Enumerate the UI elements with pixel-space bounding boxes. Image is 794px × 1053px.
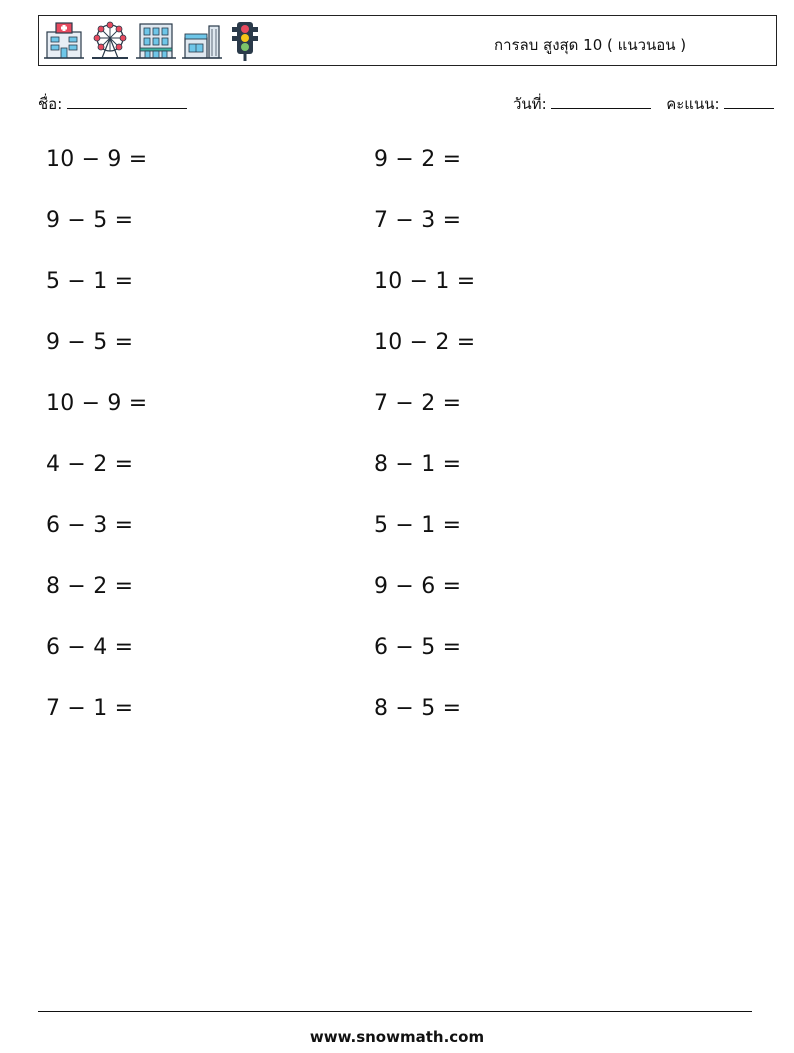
name-label: ชื่อ:	[38, 95, 63, 113]
problem-2-left: 9 − 5 =	[46, 208, 134, 233]
date-score-fields	[513, 92, 774, 116]
worksheet-title: การลบ สูงสุด 10 ( แนวนอน )	[494, 36, 687, 54]
footer-url: www.snowmath.com	[309, 1028, 485, 1046]
problem-4-right: 10 − 2 =	[374, 330, 476, 355]
problem-7-right: 5 − 1 =	[374, 513, 462, 538]
name-blank[interactable]	[67, 94, 187, 109]
footer-divider	[38, 1011, 752, 1012]
problem-10-right: 8 − 5 =	[374, 696, 462, 721]
ferris-wheel-icon	[89, 20, 131, 62]
problem-10-left: 7 − 1 =	[46, 696, 134, 721]
hospital-icon	[43, 20, 85, 62]
score-blank[interactable]	[724, 94, 774, 109]
problem-3-right: 10 − 1 =	[374, 269, 476, 294]
problem-6-right: 8 − 1 =	[374, 452, 462, 477]
shop-building-icon	[181, 20, 223, 62]
date-label: วันที่:	[513, 95, 547, 113]
date-blank[interactable]	[551, 94, 651, 109]
problem-3-left: 5 − 1 =	[46, 269, 134, 294]
office-building-icon	[135, 20, 177, 62]
problem-9-left: 6 − 4 =	[46, 635, 134, 660]
problem-7-left: 6 − 3 =	[46, 513, 134, 538]
header-icons	[43, 18, 263, 64]
name-field	[38, 92, 187, 116]
problem-4-left: 9 − 5 =	[46, 330, 134, 355]
problem-9-right: 6 − 5 =	[374, 635, 462, 660]
traffic-light-icon	[227, 20, 263, 62]
problem-1-right: 9 − 2 =	[374, 147, 462, 172]
problem-1-left: 10 − 9 =	[46, 147, 148, 172]
worksheet-header	[38, 15, 777, 66]
problem-2-right: 7 − 3 =	[374, 208, 462, 233]
problem-5-right: 7 − 2 =	[374, 391, 462, 416]
problem-8-left: 8 − 2 =	[46, 574, 134, 599]
problem-5-left: 10 − 9 =	[46, 391, 148, 416]
score-label: คะแนน:	[666, 95, 720, 113]
problem-6-left: 4 − 2 =	[46, 452, 134, 477]
problem-8-right: 9 − 6 =	[374, 574, 462, 599]
